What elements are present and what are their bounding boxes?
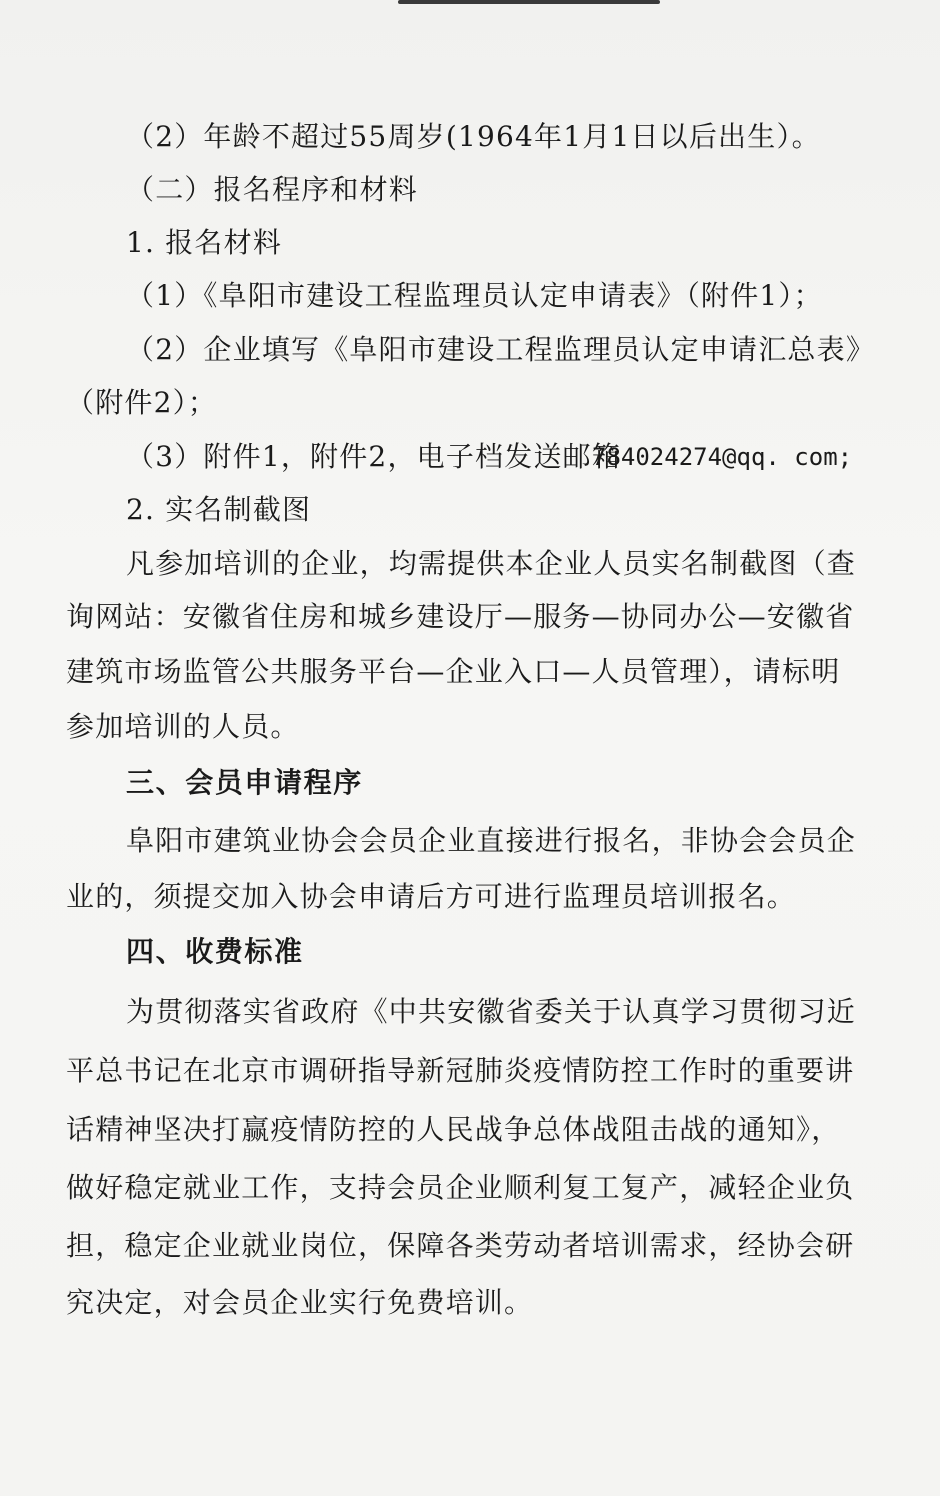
- material-item-2: （2）企业填写《阜阳市建设工程监理员认定申请汇总表》: [126, 333, 876, 366]
- email-address: 784024274@qq. com;: [592, 443, 853, 471]
- screenshot-paragraph-line-1: 凡参加培训的企业，均需提供本企业人员实名制截图（查: [126, 547, 857, 580]
- material-item-1: （1）《阜阳市建设工程监理员认定申请表》（附件1）；: [126, 279, 823, 312]
- fee-paragraph-line-6: 究决定，对会员企业实行免费培训。: [66, 1286, 534, 1319]
- top-edge-rule: [398, 0, 660, 4]
- screenshot-paragraph-line-2: 询网站：安徽省住房和城乡建设厅—服务—协同办公—安徽省: [66, 600, 855, 633]
- fee-standard-heading: 四、收费标准: [126, 935, 304, 968]
- member-paragraph-line-2: 业的，须提交加入协会申请后方可进行监理员培训报名。: [66, 880, 797, 913]
- member-paragraph-line-1: 阜阳市建筑业协会会员企业直接进行报名，非协会会员企: [126, 824, 857, 857]
- screenshot-paragraph-line-3: 建筑市场监管公共服务平台—企业入口—人员管理），请标明: [66, 655, 841, 688]
- real-name-screenshot-heading: 2. 实名制截图: [126, 493, 312, 526]
- screenshot-paragraph-line-4: 参加培训的人员。: [66, 710, 300, 743]
- fee-paragraph-line-4: 做好稳定就业工作，支持会员企业顺利复工复产，减轻企业负: [66, 1171, 855, 1204]
- member-application-heading: 三、会员申请程序: [126, 766, 363, 799]
- fee-paragraph-line-1: 为贯彻落实省政府《中共安徽省委关于认真学习贯彻习近: [126, 995, 857, 1028]
- registration-materials-heading: 1. 报名材料: [126, 226, 283, 259]
- fee-paragraph-line-2: 平总书记在北京市调研指导新冠肺炎疫情防控工作时的重要讲: [66, 1054, 855, 1087]
- material-item-3: （3）附件1，附件2，电子档发送邮箱: [126, 440, 622, 473]
- material-item-2-continued: （附件2）；: [66, 386, 218, 419]
- age-requirement-line: （2）年龄不超过55周岁(1964年1月1日以后出生）。: [126, 120, 821, 153]
- fee-paragraph-line-5: 担，稳定企业就业岗位，保障各类劳动者培训需求，经协会研: [66, 1229, 855, 1262]
- fee-paragraph-line-3: 话精神坚决打赢疫情防控的人民战争总体战阻击战的通知》，: [66, 1113, 841, 1146]
- registration-procedure-heading: （二）报名程序和材料: [126, 173, 419, 206]
